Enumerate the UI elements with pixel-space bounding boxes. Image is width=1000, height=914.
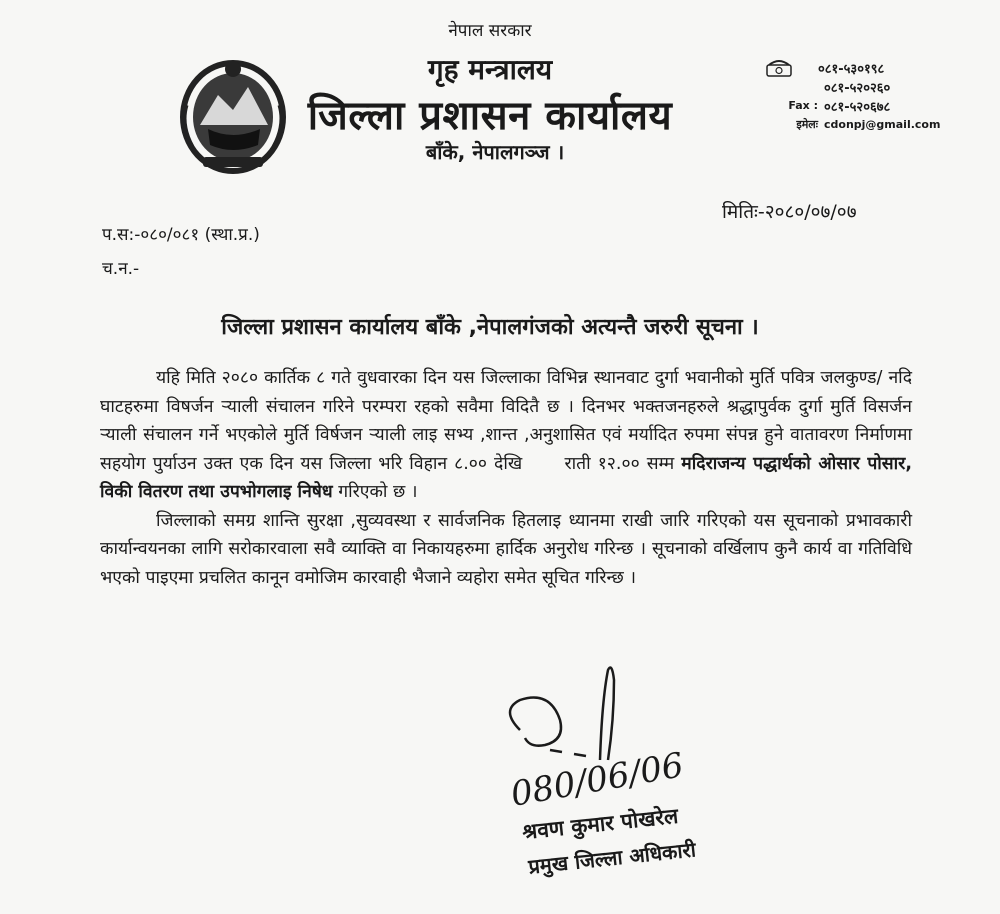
paragraph-2: जिल्लाको समग्र शान्ति सुरक्षा ,सुव्यवस्था र सार्वजनिक हितलाइ ध्यानमा राखी जारि गरिएको यस सूचनाको प्रभावकारी कार्यान्वयनका लागि सरोकारवाला सवै व्याक्ति वा निकायहरुमा हार्दिक अनुरोध गरिन्छ । सूचनाको वर्खिलाप कुनै कार्य वा गतिविधि भएको पाइएमा प्रचलित कानून वमोजिम कारवाही भैजाने व्यहोरा समेत सूचित गरिन्छ । xyxy=(100,510,912,588)
contact-block xyxy=(760,58,970,134)
email-row xyxy=(760,115,970,134)
letter-date: मितिः-२०८०/०७/०७ xyxy=(722,201,857,223)
fax-label: Fax : xyxy=(788,99,818,112)
fax-number: ०८१-५२०६७८ xyxy=(824,99,891,115)
signatory-title: प्रमुख जिल्ला अधिकारी xyxy=(527,837,697,879)
prohibition-text: मदिराजन्य पद्धार्थको ओसार पोसार, विकी वितरण तथा उपभोगलाइ निषेध xyxy=(100,453,912,502)
reference-number: प.स:-०८०/०८१ (स्था.प्र.) xyxy=(102,225,260,245)
fax-row xyxy=(760,96,970,115)
ministry-title: गृह मन्त्रालय xyxy=(427,53,553,86)
phone-row-2 xyxy=(760,77,970,96)
dispatch-number: च.न.- xyxy=(102,259,140,279)
phone-number-2: ०८१-५२०२६० xyxy=(824,80,891,96)
government-label: नेपाल सरकार xyxy=(448,21,532,41)
telephone-icon xyxy=(766,59,792,77)
signature-date: 080/06/06 xyxy=(507,745,687,815)
notice-body xyxy=(100,364,912,592)
notice-subject: जिल्ला प्रशासन कार्यालय बाँके ,नेपालगंजको अत्यन्तै जरुरी सूचना । xyxy=(221,315,759,340)
phone-number-1: ०८१-५३०१९८ xyxy=(818,61,885,77)
signatory-name: श्रवण कुमार पोखरेल xyxy=(521,803,680,845)
nepal-emblem-icon xyxy=(178,55,288,175)
phone-row-1 xyxy=(760,58,970,77)
office-location: बाँके, नेपालगञ्ज । xyxy=(425,140,565,164)
paragraph-1: यहि मिति २०८० कार्तिक ८ गते वुधवारका दिन यस जिल्लाका विभिन्न स्थानवाट दुर्गा भवानीको मुर्ति पवित्र जलकुण्ड/ नदि घाटहरुमा विषर्जन र्‍याली संचालन गरिने परम्परा रहको सवैमा विदितै छ । दिनभर भक्तजनहरुले श्रद्धापुर्वक दुर्गा मुर्ति विसर्जन र्‍याली संचालन गर्ने भएकोले मुर्ति विर्षजन र्‍याली लाइ सभ्य ,शान्त ,अनुशासित एवं मर्यादित रुपमा संपन्न हुने वातावरण निर्माणमा सहयोग पुर्याउन उक्त एक दिन यस जिल्ला भरि विहान ८.०० देखि राती १२.०० सम्म मदिराजन्य पद्धार्थको ओसार पोसार, विकी वितरण तथा उपभोगलाइ निषेध गरिएको छ । xyxy=(100,368,912,502)
office-title: जिल्ला प्रशासन कार्यालय xyxy=(307,93,673,139)
email-label: इमेलः xyxy=(796,118,818,131)
email-address: cdonpj@gmail.com xyxy=(824,118,941,131)
